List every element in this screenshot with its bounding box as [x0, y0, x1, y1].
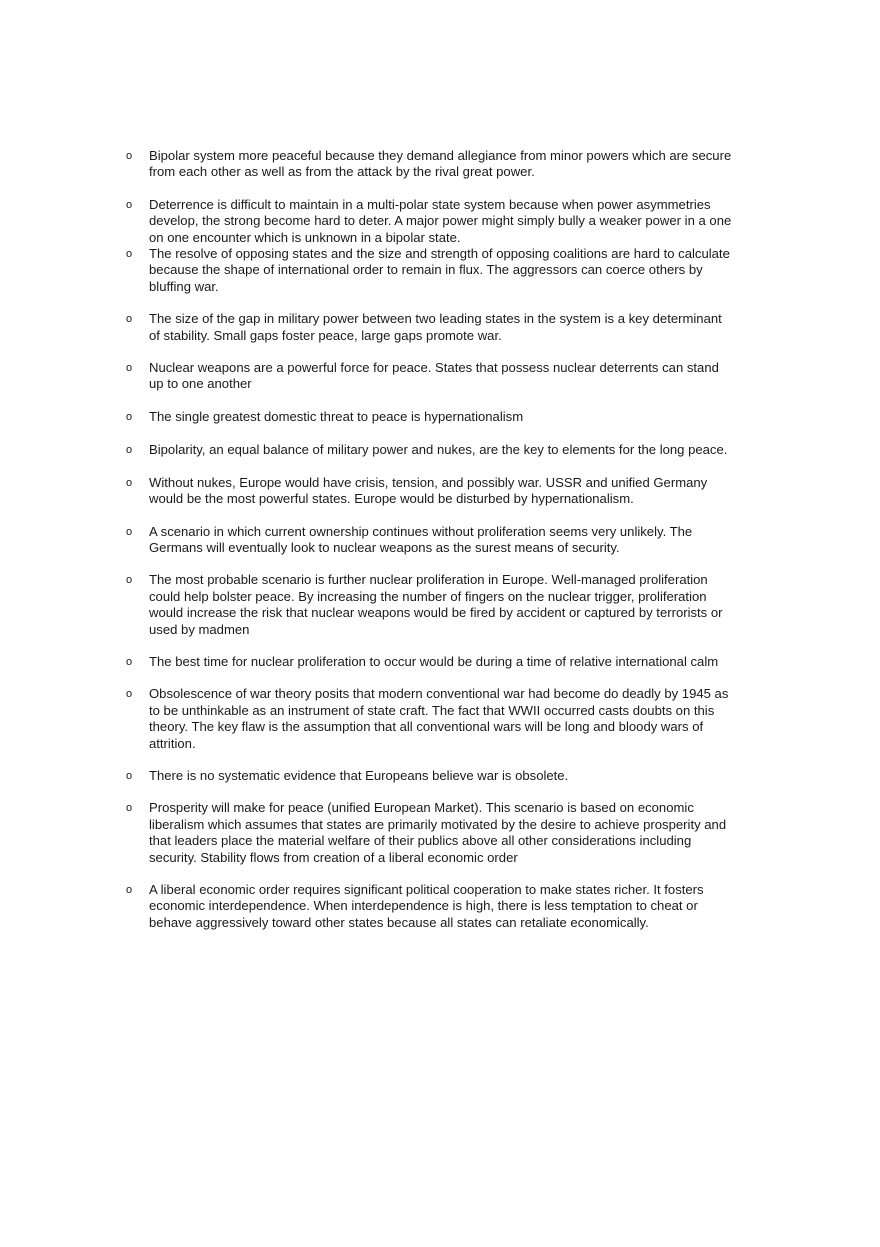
bullet-marker-icon: o: [126, 688, 133, 701]
list-item-text: The single greatest domestic threat to peace is hypernationalism: [149, 408, 524, 424]
list-item: [126, 311, 736, 344]
list-item-text: There is no systematic evidence that Europeans believe war is obsolete.: [149, 767, 569, 783]
list-item: [126, 524, 736, 557]
list-item-text: Prosperity will make for peace (unified European Market). This scenario is based on economic liberalism which assumes that states are primarily motivated by the desire to achieve prosperity and that leaders place the material welfare of their publics above all other considerations including security. Stability flows from creation of a liberal economic order: [149, 800, 727, 865]
list-item: [126, 882, 736, 931]
list-item-text: A liberal economic order requires significant political cooperation to make states richer. It fosters economic interdependence. When interdependence is high, there is less temptation to cheat or behave aggressively toward other states because all states can retaliate economically.: [149, 882, 704, 930]
bullet-marker-icon: o: [126, 525, 133, 538]
bullet-marker-icon: o: [126, 884, 133, 896]
list-item: [126, 800, 736, 866]
list-item-text: The resolve of opposing states and the size and strength of opposing coalitions are hard to calculate because the shape of international order to remain in flux. The aggressors can coerce others by bluffing war.: [149, 246, 730, 294]
bullet-marker-icon: o: [126, 362, 133, 375]
list-item: [126, 475, 736, 508]
list-item: [126, 442, 736, 458]
list-item: [126, 654, 736, 670]
list-item-text: The best time for nuclear proliferation to occur would be during a time of relative international calm: [149, 653, 719, 669]
list-item: [126, 197, 736, 246]
list-item: [126, 768, 736, 784]
bullet-marker-icon: o: [126, 574, 133, 587]
list-item: [126, 148, 736, 181]
bullet-marker-icon: o: [126, 802, 133, 815]
list-item-text: Without nukes, Europe would have crisis, tension, and possibly war. USSR and unified Germany would be the most powerful states. Europe would be disturbed by hypernationalism.: [149, 474, 708, 507]
bullet-marker-icon: o: [126, 150, 133, 162]
bullet-marker-icon: o: [126, 410, 133, 423]
list-item-text: The size of the gap in military power between two leading states in the system is a key determinant of stability. Small gaps foster peace, large gaps promote war.: [149, 311, 722, 343]
list-item: [126, 686, 736, 752]
bullet-marker-icon: o: [126, 769, 133, 782]
list-item-text: Obsolescence of war theory posits that modern conventional war had become do deadly by 1945 as to be unthinkable as an instrument of state craft. The fact that WWII occurred casts doubts on this theory. The key flaw is the assumption that all conventional wars will be long and bloody wars of attrition.: [149, 686, 729, 751]
bullet-marker-icon: o: [126, 313, 133, 326]
bullet-marker-icon: o: [126, 655, 133, 668]
bullet-marker-icon: o: [126, 198, 133, 211]
list-item-text: A scenario in which current ownership continues without proliferation seems very unlikely. The Germans will eventually look to nuclear weapons as the surest means of security.: [149, 523, 693, 555]
list-item: [126, 246, 736, 295]
list-item-text: Deterrence is difficult to maintain in a multi-polar state system because when power asymmetries develop, the strong become hard to deter. A major power might simply bully a weaker power in a one on one encounter which is unknown in a bipolar state.: [149, 196, 732, 245]
bullet-list: [126, 148, 736, 931]
list-item-text: The most probable scenario is further nuclear proliferation in Europe. Well-managed proliferation could help bolster peace. By increasing the number of fingers on the nuclear trigger, proliferation would increase the risk that nuclear weapons would be fired by accident or captured by terrorists or used by madmen: [149, 572, 723, 637]
list-item: [126, 360, 736, 393]
list-item-text: Bipolarity, an equal balance of military power and nukes, are the key to elements for the long peace.: [149, 442, 728, 458]
bullet-marker-icon: o: [126, 444, 133, 457]
list-item-text: Nuclear weapons are a powerful force for peace. States that possess nuclear deterrents can stand up to one another: [149, 360, 719, 392]
bullet-marker-icon: o: [126, 248, 133, 261]
list-item-text: Bipolar system more peaceful because they demand allegiance from minor powers which are secure from each other as well as from the attack by the rival great power.: [149, 148, 732, 180]
bullet-marker-icon: o: [126, 476, 133, 489]
list-item: [126, 572, 736, 638]
list-item: [126, 409, 736, 425]
